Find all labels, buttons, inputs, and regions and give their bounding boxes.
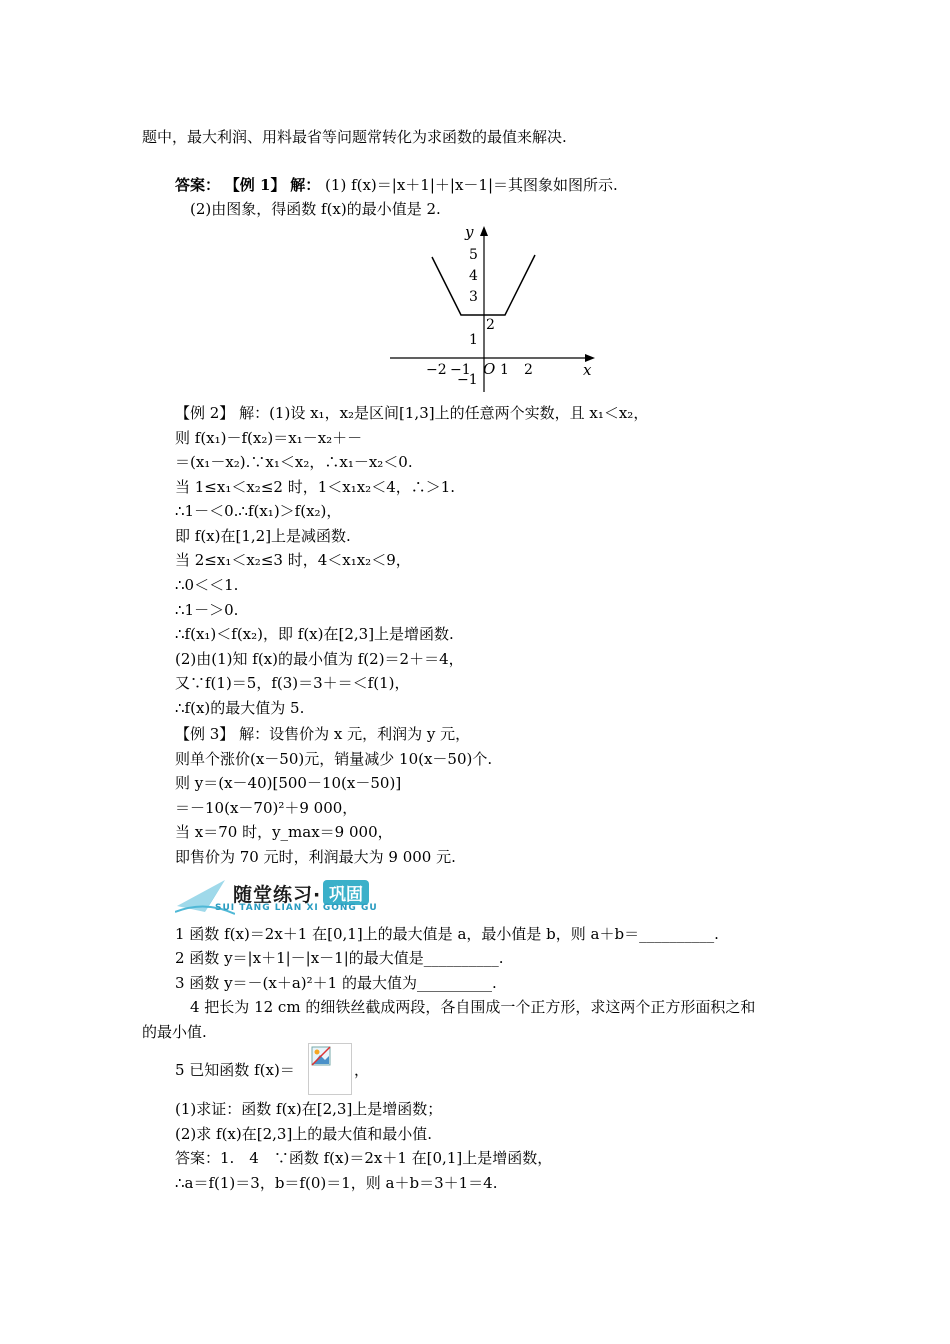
practice-item: 2 函数 y＝|x＋1|－|x－1|的最大值是__________. xyxy=(175,949,504,967)
example-2-line: 又∵f(1)＝5，f(3)＝3＋＝＜f(1)， xyxy=(175,674,410,692)
y-axis-arrow xyxy=(480,226,488,236)
example-3-line: ＝－10(x－70)²＋9 000， xyxy=(175,799,358,817)
y-tick: 1 xyxy=(469,332,478,348)
example-1-line-2: (2)由图象，得函数 f(x)的最小值是 2. xyxy=(190,200,441,218)
practice-item: 3 函数 y＝－(x＋a)²＋1 的最大值为__________. xyxy=(175,974,497,992)
y-tick: 5 xyxy=(469,247,478,263)
x-tick: −1 xyxy=(450,362,471,378)
example-2-line: ∴0＜＜1. xyxy=(175,576,239,594)
banner-subtitle: SUI TANG LIAN XI GONG GU xyxy=(215,903,378,913)
example-2-line: ∴1－＜0.∴f(x₁)＞f(x₂)， xyxy=(175,502,342,520)
y-tick: 4 xyxy=(469,268,478,284)
example-2-line: ∴1－＞0. xyxy=(175,601,239,619)
example-2-line: 即 f(x)在[1,2]上是减函数. xyxy=(175,527,351,545)
origin-label: O xyxy=(483,360,496,378)
example-3-line: 当 x＝70 时，y_max＝9 000， xyxy=(175,823,393,841)
practice-item: (2)求 f(x)在[2,3]上的最大值和最小值. xyxy=(175,1125,433,1143)
example-2-line: 当 1≤x₁＜x₂≤2 时，1＜x₁x₂＜4，∴＞1. xyxy=(175,478,456,496)
example-3-line: 则 y＝(x－40)[500－10(x－50)] xyxy=(175,774,402,792)
function-graph xyxy=(385,222,600,397)
y-axis-label: y xyxy=(465,223,474,241)
practice-item: 4 把长为 12 cm 的细铁丝截成两段，各自围成一个正方形，求这两个正方形面积之和 xyxy=(190,998,756,1016)
example-1-label: 【例 1】 xyxy=(224,176,286,194)
example-2-line: 则 f(x₁)－f(x₂)＝x₁－x₂＋－ xyxy=(175,429,363,447)
practice-banner xyxy=(175,876,400,916)
example-1-line-1 xyxy=(175,175,618,195)
example-3-line: 即售价为 70 元时，利润最大为 9 000 元. xyxy=(175,848,456,866)
x-tick: 2 xyxy=(524,362,533,378)
practice-item: (1)求证：函数 f(x)在[2,3]上是增函数； xyxy=(175,1100,443,1118)
practice-item: 1 函数 f(x)＝2x＋1 在[0,1]上的最大值是 a，最小值是 b，则 a＋b＝__________. xyxy=(175,925,719,943)
banner-tag: 巩固 xyxy=(323,880,369,905)
example-2-line: ＝(x₁－x₂).∵x₁＜x₂，∴x₁－x₂＜0. xyxy=(175,453,413,471)
example-1-text: (1) f(x)＝|x＋1|＋|x－1|＝其图象如图所示. xyxy=(325,176,618,194)
practice-item: 的最小值. xyxy=(142,1023,207,1041)
y-tick: −1 xyxy=(457,372,478,388)
example-2-line: 【例 2】 解：(1)设 x₁，x₂是区间[1,3]上的任意两个实数，且 x₁＜x₂， xyxy=(175,404,649,422)
final-answer-line: 答案：1. 4 ∵函数 f(x)＝2x＋1 在[0,1]上是增函数， xyxy=(175,1149,553,1167)
y-tick: 3 xyxy=(469,289,478,305)
x-axis-label: x xyxy=(583,361,592,379)
answer-label: 答案： xyxy=(175,176,221,194)
practice-item-comma: ， xyxy=(354,1061,370,1079)
example-2-line: (2)由(1)知 f(x)的最小值为 f(2)＝2＋＝4， xyxy=(175,650,464,668)
broken-image-icon xyxy=(311,1046,331,1066)
x-tick: −2 xyxy=(426,362,447,378)
y-tick: 2 xyxy=(486,317,495,333)
banner-title: 随堂练习· xyxy=(233,884,322,906)
x-tick: 1 xyxy=(500,362,509,378)
practice-item: 5 已知函数 f(x)＝ xyxy=(175,1061,295,1079)
final-answer-line: ∴a＝f(1)＝3，b＝f(0)＝1，则 a＋b＝3＋1＝4. xyxy=(175,1174,498,1192)
example-3-line: 则单个涨价(x－50)元，销量减少 10(x－50)个. xyxy=(175,750,493,768)
missing-image-placeholder xyxy=(308,1043,352,1095)
intro-line: 题中，最大利润、用料最省等问题常转化为求函数的最值来解决. xyxy=(142,128,567,146)
example-3-line: 【例 3】 解：设售价为 x 元，利润为 y 元， xyxy=(175,725,471,743)
solve-label: 解： xyxy=(290,176,321,194)
example-2-line: ∴f(x₁)＜f(x₂)，即 f(x)在[2,3]上是增函数. xyxy=(175,625,454,643)
example-2-line: 当 2≤x₁＜x₂≤3 时，4＜x₁x₂＜9， xyxy=(175,551,411,569)
example-2-line: ∴f(x)的最大值为 5. xyxy=(175,699,305,717)
